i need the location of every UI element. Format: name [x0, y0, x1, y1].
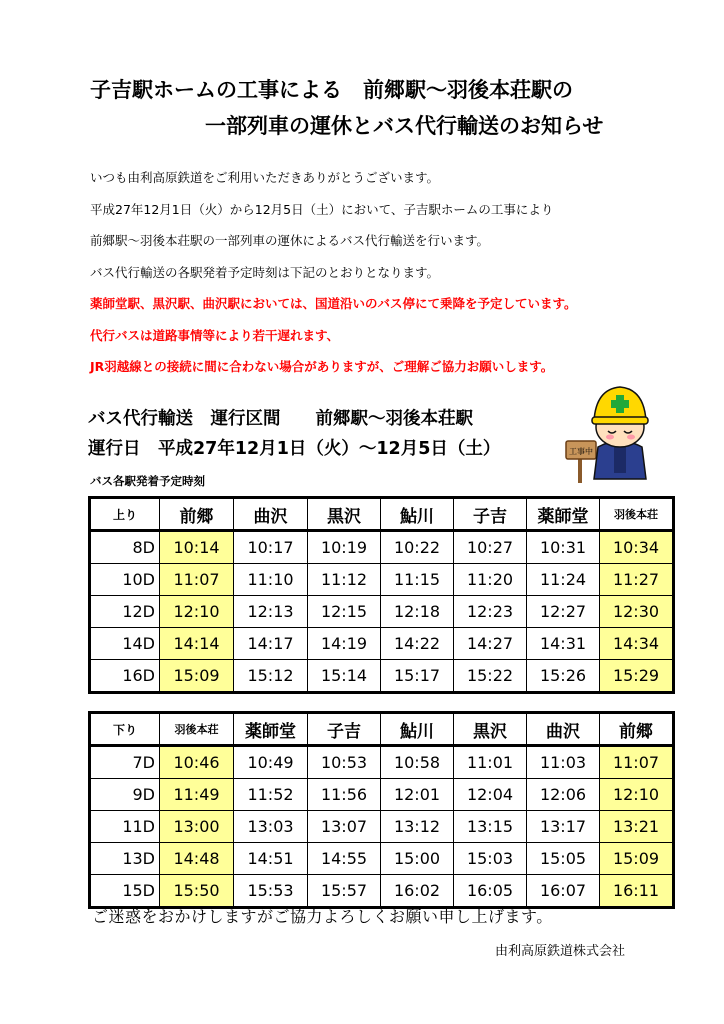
time-cell: 13:00: [160, 811, 234, 843]
train-number: 9D: [90, 779, 160, 811]
time-cell: 13:15: [454, 811, 527, 843]
time-cell: 16:05: [454, 875, 527, 908]
table-row: [90, 596, 674, 628]
time-cell: 12:01: [381, 779, 454, 811]
time-cell: 11:07: [600, 746, 674, 779]
sign-text: 工事中: [569, 447, 593, 456]
time-cell: 10:58: [381, 746, 454, 779]
time-cell: 14:14: [160, 628, 234, 660]
time-cell: 13:21: [600, 811, 674, 843]
table-row: [90, 811, 674, 843]
time-cell: 11:20: [454, 564, 527, 596]
table-row: [90, 843, 674, 875]
time-cell: 15:53: [234, 875, 308, 908]
time-cell: 15:05: [527, 843, 600, 875]
station-header: 曲沢: [527, 713, 600, 746]
timetable-caption: バス各駅発着予定時刻: [90, 474, 205, 488]
time-cell: 11:27: [600, 564, 674, 596]
table-row: [90, 746, 674, 779]
station-header: 子吉: [454, 498, 527, 531]
station-header: 羽後本荘: [600, 498, 674, 531]
train-number: 15D: [90, 875, 160, 908]
intro-line: 前郷駅～羽後本荘駅の一部列車の運休によるバス代行輸送を行います。: [90, 233, 490, 248]
time-cell: 16:11: [600, 875, 674, 908]
train-number: 7D: [90, 746, 160, 779]
time-cell: 12:10: [600, 779, 674, 811]
time-cell: 13:07: [308, 811, 381, 843]
time-cell: 14:48: [160, 843, 234, 875]
time-cell: 11:24: [527, 564, 600, 596]
time-cell: 15:17: [381, 660, 454, 693]
time-cell: 13:17: [527, 811, 600, 843]
table-row: [90, 875, 674, 908]
company-name: 由利高原鉄道株式会社: [495, 944, 626, 959]
red-notice-line: 代行バスは道路事情等により若干遅れます、: [90, 327, 340, 343]
time-cell: 10:46: [160, 746, 234, 779]
time-cell: 12:30: [600, 596, 674, 628]
station-header: 子吉: [308, 713, 381, 746]
time-cell: 12:13: [234, 596, 308, 628]
title-line-1: 子吉駅ホームの工事による 前郷駅～羽後本荘駅の: [90, 78, 573, 102]
operation-info: [88, 404, 588, 464]
time-cell: 13:12: [381, 811, 454, 843]
train-number: 10D: [90, 564, 160, 596]
time-cell: 15:22: [454, 660, 527, 693]
station-header: 曲沢: [234, 498, 308, 531]
station-header: 薬師堂: [234, 713, 308, 746]
station-header: 鮎川: [381, 498, 454, 531]
time-cell: 11:07: [160, 564, 234, 596]
time-cell: 12:10: [160, 596, 234, 628]
time-cell: 15:29: [600, 660, 674, 693]
title-line-2: 一部列車の運休とバス代行輸送のお知らせ: [205, 114, 604, 138]
time-cell: 10:17: [234, 531, 308, 564]
time-cell: 15:12: [234, 660, 308, 693]
station-header: 羽後本荘: [160, 713, 234, 746]
station-header: 薬師堂: [527, 498, 600, 531]
time-cell: 11:52: [234, 779, 308, 811]
train-number: 13D: [90, 843, 160, 875]
table-row: [90, 660, 674, 693]
time-cell: 15:09: [600, 843, 674, 875]
time-cell: 10:31: [527, 531, 600, 564]
train-number: 14D: [90, 628, 160, 660]
train-number: 12D: [90, 596, 160, 628]
intro-line: 平成27年12月1日（火）から12月5日（土）において、子吉駅ホームの工事により: [90, 201, 554, 217]
station-header: 黒沢: [308, 498, 381, 531]
time-cell: 12:27: [527, 596, 600, 628]
station-header: 前郷: [600, 713, 674, 746]
time-cell: 11:12: [308, 564, 381, 596]
time-cell: 14:55: [308, 843, 381, 875]
time-cell: 15:09: [160, 660, 234, 693]
time-cell: 10:14: [160, 531, 234, 564]
intro-line: バス代行輸送の各駅発着予定時刻は下記のとおりとなります。: [90, 264, 440, 280]
intro-line: いつも由利高原鉄道をご利用いただきありがとうございます。: [90, 170, 440, 185]
time-cell: 11:49: [160, 779, 234, 811]
time-cell: 11:15: [381, 564, 454, 596]
time-cell: 13:03: [234, 811, 308, 843]
time-cell: 11:01: [454, 746, 527, 779]
time-cell: 14:19: [308, 628, 381, 660]
time-cell: 12:23: [454, 596, 527, 628]
time-cell: 14:17: [234, 628, 308, 660]
down-timetable: [88, 711, 675, 909]
time-cell: 14:27: [454, 628, 527, 660]
train-number: 11D: [90, 811, 160, 843]
station-header: 前郷: [160, 498, 234, 531]
construction-mascot-icon: [558, 375, 663, 485]
red-notice-line: JR羽越線との接続に間に合わない場合がありますが、ご理解ご協力お願いします。: [90, 359, 554, 374]
time-cell: 10:53: [308, 746, 381, 779]
time-cell: 15:03: [454, 843, 527, 875]
table-row: [90, 779, 674, 811]
time-cell: 12:06: [527, 779, 600, 811]
time-cell: 11:03: [527, 746, 600, 779]
time-cell: 10:34: [600, 531, 674, 564]
time-cell: 14:34: [600, 628, 674, 660]
station-header: 黒沢: [454, 713, 527, 746]
time-cell: 11:56: [308, 779, 381, 811]
time-cell: 16:02: [381, 875, 454, 908]
time-cell: 14:31: [527, 628, 600, 660]
intro-text: [90, 162, 690, 383]
time-cell: 14:22: [381, 628, 454, 660]
time-cell: 15:00: [381, 843, 454, 875]
table-row: [90, 564, 674, 596]
time-cell: 15:26: [527, 660, 600, 693]
operation-dates: 運行日 平成27年12月1日（火）～12月5日（土）: [88, 439, 501, 459]
red-notice-line: 薬師堂駅、黒沢駅、曲沢駅においては、国道沿いのバス停にて乗降を予定しています。: [90, 296, 577, 311]
operation-section: バス代行輸送 運行区間 前郷駅～羽後本荘駅: [88, 409, 473, 429]
table-row: [90, 531, 674, 564]
time-cell: 14:51: [234, 843, 308, 875]
time-cell: 10:22: [381, 531, 454, 564]
time-cell: 15:57: [308, 875, 381, 908]
time-cell: 10:19: [308, 531, 381, 564]
time-cell: 15:14: [308, 660, 381, 693]
closing-message: ご迷惑をおかけしますがご協力よろしくお願い申し上げます。: [92, 907, 553, 926]
time-cell: 10:49: [234, 746, 308, 779]
notice-title: [90, 72, 690, 144]
time-cell: 16:07: [527, 875, 600, 908]
train-number: 16D: [90, 660, 160, 693]
time-cell: 11:10: [234, 564, 308, 596]
station-header: 鮎川: [381, 713, 454, 746]
time-cell: 10:27: [454, 531, 527, 564]
time-cell: 12:04: [454, 779, 527, 811]
table-row: [90, 628, 674, 660]
direction-header: 上り: [90, 498, 160, 531]
time-cell: 12:15: [308, 596, 381, 628]
train-number: 8D: [90, 531, 160, 564]
direction-header: 下り: [90, 713, 160, 746]
time-cell: 15:50: [160, 875, 234, 908]
up-timetable: [88, 496, 675, 694]
time-cell: 12:18: [381, 596, 454, 628]
